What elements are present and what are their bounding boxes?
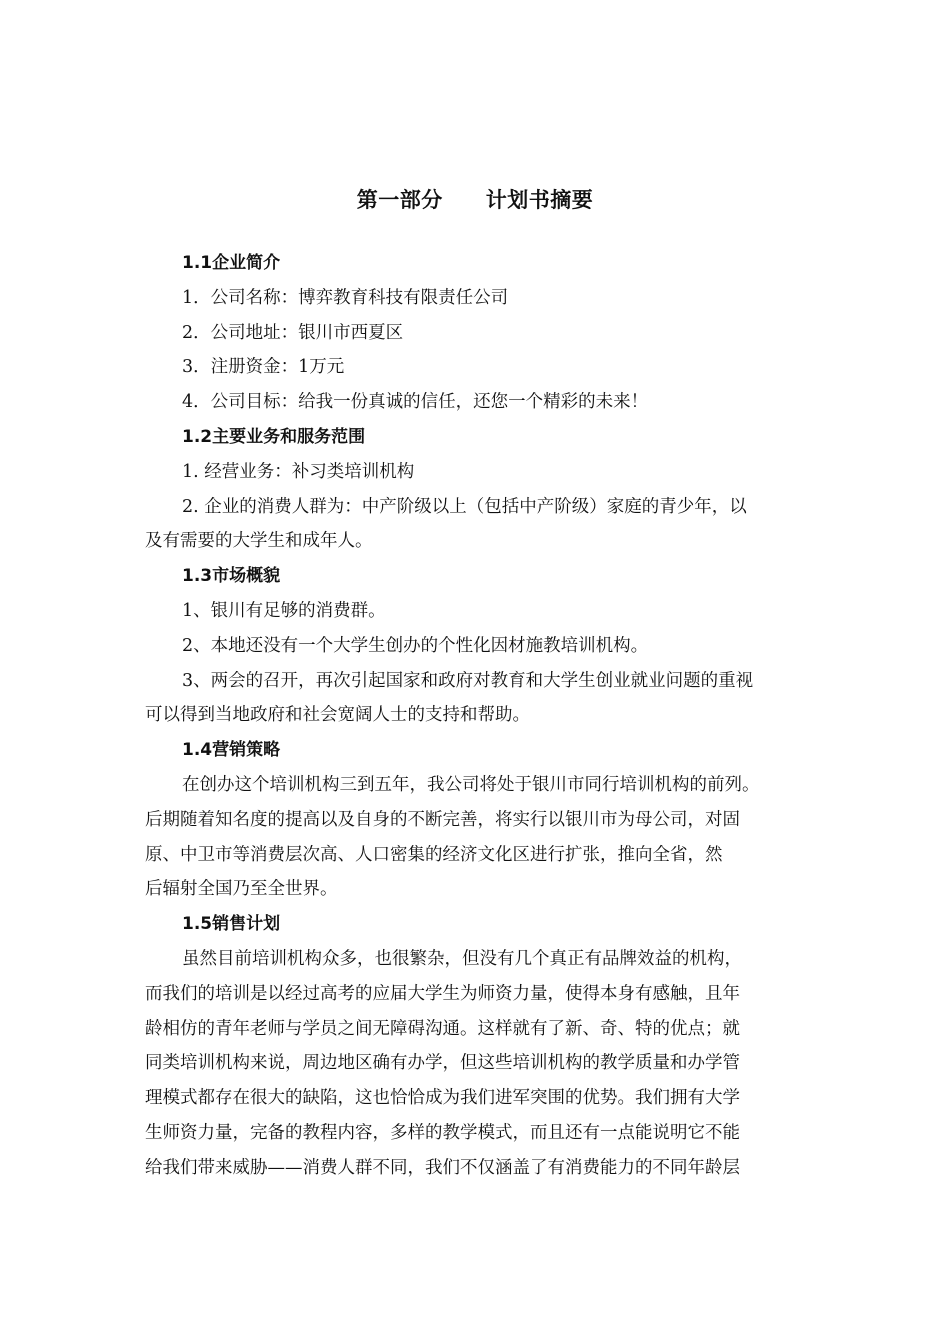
paragraph-line: 同类培训机构来说，周边地区确有办学，但这些培训机构的教学质量和办学管: [145, 1053, 740, 1074]
paragraph-line: 1、银川有足够的消费群。: [182, 600, 386, 621]
paragraph-line: 理模式都存在很大的缺陷，这也恰恰成为我们进军突围的优势。我们拥有大学: [145, 1088, 740, 1109]
section-heading: 1.4营销策略: [182, 740, 281, 761]
section-heading: 1.1企业简介: [182, 253, 281, 273]
paragraph-line: 给我们带来威胁——消费人群不同，我们不仅涵盖了有消费能力的不同年龄层: [145, 1157, 740, 1178]
paragraph-line: 2、本地还没有一个大学生创办的个性化因材施教培训机构。: [182, 635, 649, 656]
paragraph-line: 龄相仿的青年老师与学员之间无障碍沟通。这样就有了新、奇、特的优点；就: [145, 1018, 740, 1039]
section-heading: 1.2主要业务和服务范围: [182, 426, 366, 447]
paragraph-line: 3、两会的召开，再次引起国家和政府对教育和大学生创业就业问题的重视: [182, 670, 754, 691]
paragraph-line: 4．公司目标：给我一份真诚的信任，还您一个精彩的未来！: [182, 392, 649, 413]
paragraph-line: 及有需要的大学生和成年人。: [145, 531, 373, 552]
paragraph-line: 可以得到当地政府和社会宽阔人士的支持和帮助。: [145, 705, 530, 726]
page-title: 第一部分 计划书摘要: [356, 188, 594, 212]
document-body: [145, 246, 810, 1186]
paragraph-line: 生师资力量，完备的教程内容，多样的教学模式，而且还有一点能说明它不能: [145, 1122, 740, 1143]
paragraph-line: 而我们的培训是以经过高考的应届大学生为师资力量，使得本身有感触，且年: [145, 983, 740, 1004]
paragraph-line: 虽然目前培训机构众多，也很繁杂，但没有几个真正有品牌效益的机构，: [182, 948, 742, 969]
paragraph-line: 1．公司名称：博弈教育科技有限责任公司: [182, 287, 509, 308]
section-heading: 1.5销售计划: [182, 914, 281, 935]
paragraph-line: 原、中卫市等消费层次高、人口密集的经济文化区进行扩张，推向全省，然: [145, 844, 723, 865]
paragraph-line: 2. 企业的消费人群为：中产阶级以上（包括中产阶级）家庭的青少年，以: [182, 496, 747, 517]
paragraph-line: 后期随着知名度的提高以及自身的不断完善，将实行以银川市为母公司，对固: [145, 809, 740, 830]
paragraph-line: 在创办这个培训机构三到五年，我公司将处于银川市同行培训机构的前列。: [182, 774, 760, 795]
paragraph-line: 后辐射全国乃至全世界。: [145, 879, 338, 900]
paragraph-line: 2．公司地址：银川市西夏区: [182, 322, 404, 343]
paragraph-line: 1. 经营业务：补习类培训机构: [182, 461, 415, 482]
paragraph-line: 3．注册资金：1万元: [182, 357, 345, 378]
section-heading: 1.3市场概貌: [182, 566, 281, 587]
